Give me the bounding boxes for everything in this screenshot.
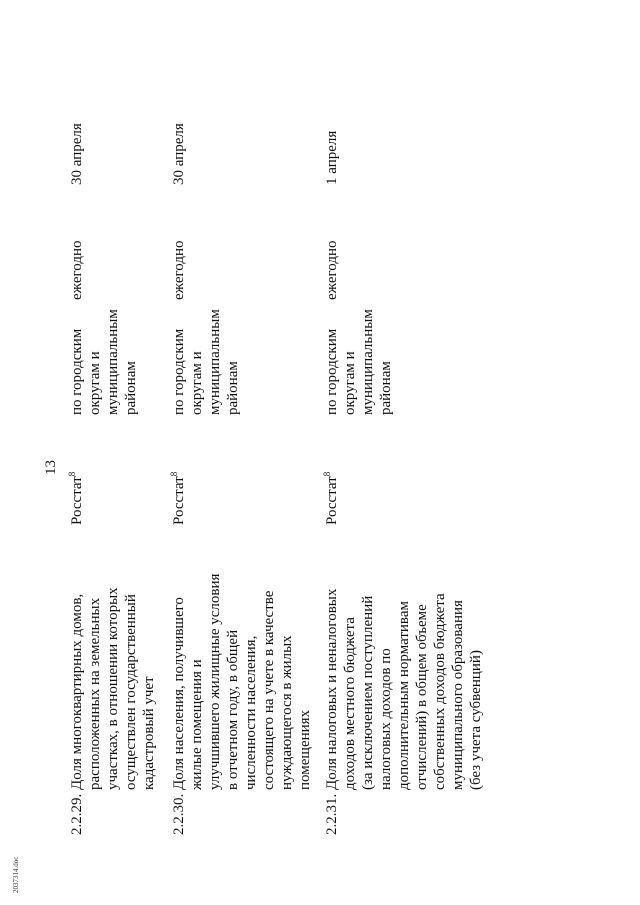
deadline: 30 апреля (69, 123, 85, 185)
level-line: районам (123, 361, 139, 415)
table-row (170, 0, 330, 905)
description-line: (за исключением поступлений (360, 595, 376, 790)
description-line: участках, в отношении которых (105, 587, 121, 790)
level-line: округам и (189, 351, 205, 415)
description-line: помещениях (297, 709, 313, 790)
description-line: Доля многоквартирных домов, (69, 593, 85, 790)
description-line: осуществлен государственный (123, 594, 139, 790)
indicator-description (170, 574, 314, 790)
level-line: муниципальным (105, 309, 121, 415)
description-line: расположенных на земельных (87, 597, 103, 790)
description-line: жилые помещения и (189, 659, 205, 790)
description-line: доходов местного бюджета (342, 617, 358, 790)
frequency: ежегодно (69, 240, 85, 300)
reporting-level (68, 309, 140, 415)
indicator-description (323, 589, 485, 790)
footer-file-name: 2037314.doc (12, 856, 20, 893)
source-name: Росстат (324, 476, 340, 525)
reporting-level (323, 309, 395, 415)
description-line: отчислений) в общем объеме (414, 604, 430, 790)
level-line: муниципальным (207, 309, 223, 415)
frequency: ежегодно (324, 240, 340, 300)
level-line: округам и (87, 351, 103, 415)
level-line: округам и (342, 351, 358, 415)
deadline: 1 апреля (324, 130, 340, 185)
table-row (323, 0, 483, 905)
row-number: 2.2.29. (69, 793, 85, 835)
description-line: Доля населения, получившего (171, 597, 187, 790)
row-number: 2.2.30. (171, 793, 187, 835)
data-source (170, 472, 188, 525)
frequency: ежегодно (171, 240, 187, 300)
indicator-description (68, 587, 158, 790)
description-line: состоящего на учете в качестве (261, 590, 277, 790)
description-line: дополнительным нормативам (396, 601, 412, 790)
source-name: Росстат (69, 476, 85, 525)
description-line: налоговых доходов по (378, 648, 394, 790)
description-line: кадастровый учет (141, 676, 157, 790)
description-line: муниципального образования (450, 600, 466, 790)
level-line: районам (378, 361, 394, 415)
description-line: в отчетном году, в общей (225, 629, 241, 790)
description-line: Доля налоговых и неналоговых (324, 588, 340, 790)
footnote-mark: 8 (67, 471, 77, 477)
description-line: нуждающегося в жилых (279, 635, 295, 790)
page-number: 13 (43, 460, 59, 475)
footnote-mark: 8 (322, 471, 332, 477)
level-line: районам (225, 361, 241, 415)
source-name: Росстат (171, 476, 187, 525)
data-source (68, 472, 86, 525)
level-line: по городским (69, 328, 85, 415)
deadline: 30 апреля (171, 123, 187, 185)
description-line: собственных доходов бюджета (432, 593, 448, 790)
footnote-mark: 8 (169, 471, 179, 477)
description-line: численности населения, (243, 635, 259, 790)
data-source (323, 472, 341, 525)
description-line: (без учета субвенций) (468, 650, 484, 790)
reporting-level (170, 309, 242, 415)
description-line: улучшившего жилищные условия (207, 573, 223, 790)
level-line: муниципальным (360, 309, 376, 415)
row-number: 2.2.31. (324, 793, 340, 835)
level-line: по городским (171, 328, 187, 415)
level-line: по городским (324, 328, 340, 415)
